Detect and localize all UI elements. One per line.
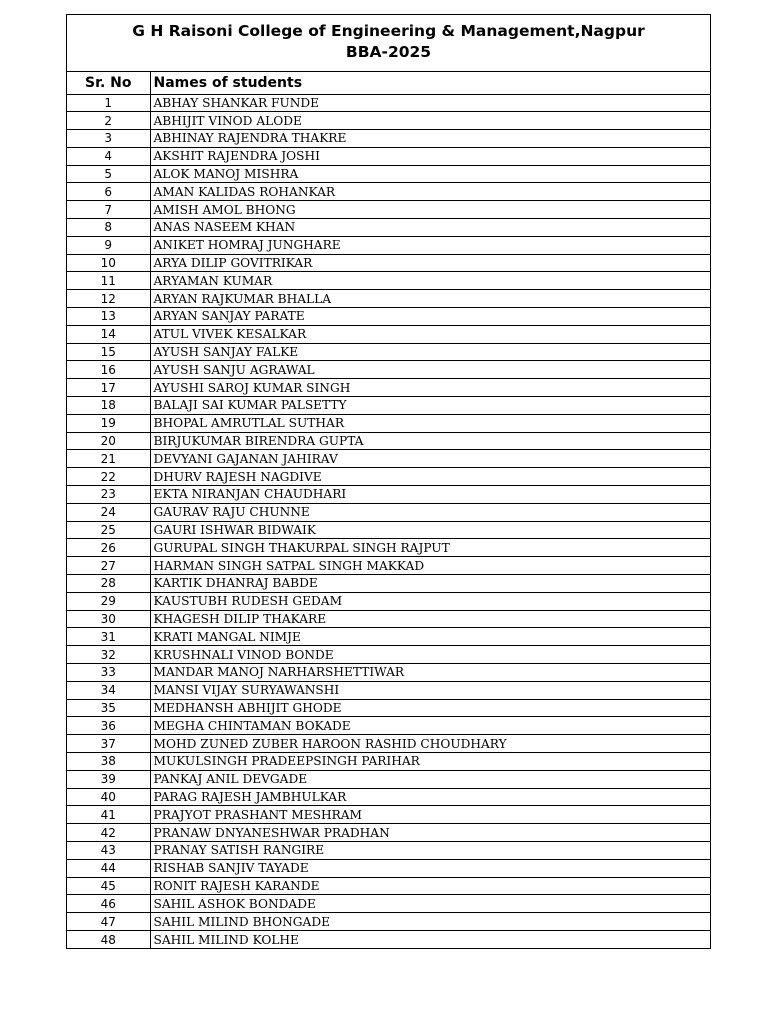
serial-number-cell: 35 — [67, 699, 150, 717]
student-name-cell: BALAJI SAI KUMAR PALSETTY — [150, 397, 710, 415]
table-row — [67, 94, 710, 112]
serial-number-cell: 46 — [67, 895, 150, 913]
serial-number-cell: 21 — [67, 450, 150, 468]
student-name-cell: AMAN KALIDAS ROHANKAR — [150, 183, 710, 201]
student-name-cell: PRANAW DNYANESHWAR PRADHAN — [150, 824, 710, 842]
table-row — [67, 575, 710, 593]
student-name-cell: PANKAJ ANIL DEVGADE — [150, 770, 710, 788]
student-name-cell: DEVYANI GAJANAN JAHIRAV — [150, 450, 710, 468]
student-name-cell: RISHAB SANJIV TAYADE — [150, 859, 710, 877]
student-name-cell: GAURAV RAJU CHUNNE — [150, 503, 710, 521]
student-name-cell: AMISH AMOL BHONG — [150, 201, 710, 219]
table-row — [67, 361, 710, 379]
student-name-cell: SAHIL MILIND BHONGADE — [150, 913, 710, 931]
serial-number-cell: 45 — [67, 877, 150, 895]
table-row — [67, 254, 710, 272]
table-row — [67, 147, 710, 165]
serial-number-cell: 11 — [67, 272, 150, 290]
serial-number-cell: 12 — [67, 290, 150, 308]
table-row — [67, 646, 710, 664]
table-row — [67, 325, 710, 343]
serial-number-cell: 39 — [67, 770, 150, 788]
table-row — [67, 414, 710, 432]
column-header-names: Names of students — [150, 72, 710, 94]
student-name-cell: ARYAN SANJAY PARATE — [150, 308, 710, 326]
student-name-cell: ARYAN RAJKUMAR BHALLA — [150, 290, 710, 308]
student-name-cell: AYUSH SANJAY FALKE — [150, 343, 710, 361]
serial-number-cell: 32 — [67, 646, 150, 664]
student-name-cell: HARMAN SINGH SATPAL SINGH MAKKAD — [150, 557, 710, 575]
student-name-cell: MANDAR MANOJ NARHARSHETTIWAR — [150, 664, 710, 682]
table-row — [67, 397, 710, 415]
serial-number-cell: 22 — [67, 468, 150, 486]
serial-number-cell: 19 — [67, 414, 150, 432]
student-name-cell: AKSHIT RAJENDRA JOSHI — [150, 147, 710, 165]
serial-number-cell: 18 — [67, 397, 150, 415]
student-name-cell: ANIKET HOMRAJ JUNGHARE — [150, 236, 710, 254]
table-row — [67, 272, 710, 290]
student-name-cell: MOHD ZUNED ZUBER HAROON RASHID CHOUDHARY — [150, 735, 710, 753]
student-name-cell: AYUSH SANJU AGRAWAL — [150, 361, 710, 379]
students-table — [67, 72, 710, 948]
table-row — [67, 681, 710, 699]
table-row — [67, 788, 710, 806]
table-row — [67, 628, 710, 646]
table-row — [67, 770, 710, 788]
serial-number-cell: 25 — [67, 521, 150, 539]
table-row — [67, 752, 710, 770]
student-name-cell: RONIT RAJESH KARANDE — [150, 877, 710, 895]
serial-number-cell: 29 — [67, 592, 150, 610]
serial-number-cell: 36 — [67, 717, 150, 735]
table-row — [67, 112, 710, 130]
table-row — [67, 503, 710, 521]
serial-number-cell: 30 — [67, 610, 150, 628]
student-name-cell: GURUPAL SINGH THAKURPAL SINGH RAJPUT — [150, 539, 710, 557]
table-row — [67, 236, 710, 254]
student-name-cell: PRANAY SATISH RANGIRE — [150, 841, 710, 859]
table-row — [67, 201, 710, 219]
student-name-cell: ABHAY SHANKAR FUNDE — [150, 94, 710, 112]
table-row — [67, 877, 710, 895]
serial-number-cell: 41 — [67, 806, 150, 824]
student-name-cell: KRATI MANGAL NIMJE — [150, 628, 710, 646]
serial-number-cell: 47 — [67, 913, 150, 931]
student-list-sheet — [66, 14, 711, 949]
serial-number-cell: 33 — [67, 664, 150, 682]
serial-number-cell: 14 — [67, 325, 150, 343]
program-title: BBA-2025 — [345, 43, 432, 61]
student-name-cell: ANAS NASEEM KHAN — [150, 219, 710, 237]
serial-number-cell: 43 — [67, 841, 150, 859]
student-name-cell: KRUSHNALI VINOD BONDE — [150, 646, 710, 664]
serial-number-cell: 27 — [67, 557, 150, 575]
table-row — [67, 824, 710, 842]
student-name-cell: SAHIL MILIND KOLHE — [150, 930, 710, 948]
table-row — [67, 290, 710, 308]
table-row — [67, 930, 710, 948]
student-name-cell: KARTIK DHANRAJ BABDE — [150, 575, 710, 593]
table-row — [67, 717, 710, 735]
student-name-cell: ATUL VIVEK KESALKAR — [150, 325, 710, 343]
serial-number-cell: 4 — [67, 147, 150, 165]
serial-number-cell: 24 — [67, 503, 150, 521]
student-name-cell: ALOK MANOJ MISHRA — [150, 165, 710, 183]
student-name-cell: BIRJUKUMAR BIRENDRA GUPTA — [150, 432, 710, 450]
serial-number-cell: 13 — [67, 308, 150, 326]
serial-number-cell: 37 — [67, 735, 150, 753]
student-name-cell: GAURI ISHWAR BIDWAIK — [150, 521, 710, 539]
table-row — [67, 130, 710, 148]
serial-number-cell: 48 — [67, 930, 150, 948]
student-name-cell: BHOPAL AMRUTLAL SUTHAR — [150, 414, 710, 432]
table-row — [67, 219, 710, 237]
serial-number-cell: 8 — [67, 219, 150, 237]
column-header-sr-no: Sr. No — [67, 72, 150, 94]
table-row — [67, 735, 710, 753]
table-row — [67, 432, 710, 450]
table-row — [67, 841, 710, 859]
serial-number-cell: 15 — [67, 343, 150, 361]
serial-number-cell: 6 — [67, 183, 150, 201]
table-row — [67, 450, 710, 468]
table-row — [67, 521, 710, 539]
student-name-cell: ABHIJIT VINOD ALODE — [150, 112, 710, 130]
student-name-cell: ARYA DILIP GOVITRIKAR — [150, 254, 710, 272]
table-row — [67, 468, 710, 486]
student-name-cell: PRAJYOT PRASHANT MESHRAM — [150, 806, 710, 824]
serial-number-cell: 31 — [67, 628, 150, 646]
serial-number-cell: 9 — [67, 236, 150, 254]
serial-number-cell: 42 — [67, 824, 150, 842]
table-row — [67, 165, 710, 183]
table-row — [67, 486, 710, 504]
serial-number-cell: 34 — [67, 681, 150, 699]
table-row — [67, 308, 710, 326]
serial-number-cell: 20 — [67, 432, 150, 450]
serial-number-cell: 28 — [67, 575, 150, 593]
student-name-cell: PARAG RAJESH JAMBHULKAR — [150, 788, 710, 806]
student-name-cell: KAUSTUBH RUDESH GEDAM — [150, 592, 710, 610]
serial-number-cell: 23 — [67, 486, 150, 504]
student-name-cell: ARYAMAN KUMAR — [150, 272, 710, 290]
student-name-cell: EKTA NIRANJAN CHAUDHARI — [150, 486, 710, 504]
serial-number-cell: 10 — [67, 254, 150, 272]
table-row — [67, 183, 710, 201]
serial-number-cell: 26 — [67, 539, 150, 557]
serial-number-cell: 1 — [67, 94, 150, 112]
table-row — [67, 539, 710, 557]
table-row — [67, 913, 710, 931]
college-title: G H Raisoni College of Engineering & Management,Nagpur — [132, 22, 645, 40]
title-block — [67, 15, 710, 72]
student-name-cell: ABHINAY RAJENDRA THAKRE — [150, 130, 710, 148]
serial-number-cell: 38 — [67, 752, 150, 770]
serial-number-cell: 17 — [67, 379, 150, 397]
serial-number-cell: 16 — [67, 361, 150, 379]
student-name-cell: DHURV RAJESH NAGDIVE — [150, 468, 710, 486]
table-row — [67, 895, 710, 913]
table-row — [67, 859, 710, 877]
table-row — [67, 610, 710, 628]
student-name-cell: AYUSHI SAROJ KUMAR SINGH — [150, 379, 710, 397]
serial-number-cell: 5 — [67, 165, 150, 183]
header-row — [67, 72, 710, 94]
student-rows — [67, 94, 710, 948]
serial-number-cell: 40 — [67, 788, 150, 806]
table-row — [67, 699, 710, 717]
student-name-cell: MUKULSINGH PRADEEPSINGH PARIHAR — [150, 752, 710, 770]
student-name-cell: KHAGESH DILIP THAKARE — [150, 610, 710, 628]
student-name-cell: MANSI VIJAY SURYAWANSHI — [150, 681, 710, 699]
student-name-cell: SAHIL ASHOK BONDADE — [150, 895, 710, 913]
serial-number-cell: 44 — [67, 859, 150, 877]
table-row — [67, 806, 710, 824]
table-row — [67, 664, 710, 682]
student-name-cell: MEGHA CHINTAMAN BOKADE — [150, 717, 710, 735]
table-row — [67, 379, 710, 397]
table-row — [67, 592, 710, 610]
table-row — [67, 343, 710, 361]
serial-number-cell: 7 — [67, 201, 150, 219]
serial-number-cell: 2 — [67, 112, 150, 130]
student-name-cell: MEDHANSH ABHIJIT GHODE — [150, 699, 710, 717]
serial-number-cell: 3 — [67, 130, 150, 148]
table-row — [67, 557, 710, 575]
